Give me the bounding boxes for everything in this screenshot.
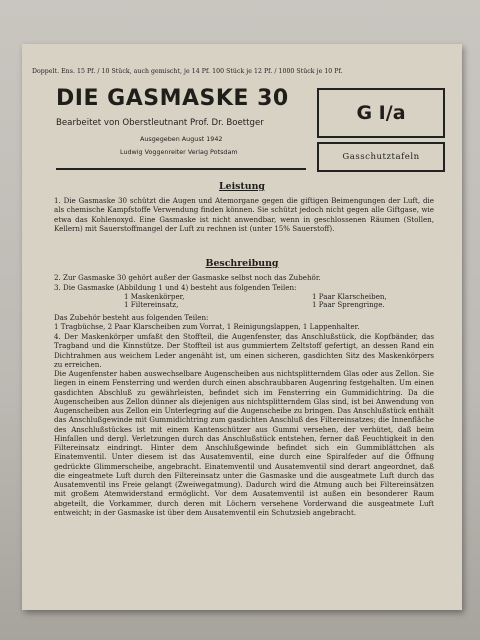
sheet-code: G I/a [356,102,406,124]
beschreibung-p3: 3. Die Gasmaske (Abbildung 1 und 4) besteht aus folgenden Teilen: [54,283,297,292]
list-item: 1 Paar Klarscheiben, [312,292,387,301]
zubehoer-heading: Das Zubehör besteht aus folgenden Teilen: [54,313,209,322]
header-divider [56,168,306,170]
issue-date: Ausgegeben August 1942 [140,135,223,143]
sheet-title: DIE GASMASKE 30 [56,86,289,111]
beschreibung-p5: Die Augenfenster haben auswechselbare Augenscheiben aus nichtsplitterndem Glas oder aus Zellon. Sie liegen in einem Fensterring und werden durch einen abschraubbaren Augenring festgehalten. Um einen gasdichten Abschluß zu gewährleisten, befindet sich im Fensterring ein Gummidichtring. Da die Augenscheiben aus Zellon dünner als diejenigen aus nichtsplitterndem Glas sind, ist bei Anwendung von Augenscheiben aus Zellon ein Unterlegring auf die Augenscheibe zu bringen. Das Anschlußstück enthält das Anschlußgewinde mit Gummidichtring zum gasdichten Anschluß des Filtereinsatzes; die Innenfläche des Anschlußstückes ist mit einem Kantenschützer aus Gummi versehen, der verhütet, daß beim Hinfallen und dergl. Verletzungen durch das Anschlußstück entstehen, ferner daß Feuchtigkeit in den Filtereinsatz eindringt. Hinter dem Anschlußgewinde befindet sich ein Gummiblättchen als Einatemventil. Unter diesem ist das Ausatemventil, eine durch eine Spiralfeder auf die Öffnung gedrückte Glimmerscheibe, angebracht. Einatemventil und Ausatemventil sind derart angeordnet, daß die eingeatmete Luft durch den Filtereinsatz unter die Gasmaske und die ausgeatmete Luft durch das Ausatemventil ins Freie gelangt (Zweiwegatmung). Dadurch wird die Atmung auch bei Filtereinsätzen mit großem Atemwiderstand ermöglicht. Vor dem Ausatemventil ist außen ein besonderer Raum abgeteilt, die Vorkammer, durch deren mit Löchern versehene Vorderwand die ausgeatmete Luft entweicht; in der Gasmaske ist über dem Ausatemventil ein Schutzsieb angebracht. [54,369,434,517]
price-line: Doppelt. Ens. 15 Pf. / 10 Stück, auch gemischt, je 14 Pf. 100 Stück je 12 Pf. / 1000 Stück je 10 Pf. [32,68,343,75]
beschreibung-p4: 4. Der Maskenkörper umfaßt den Stoffteil, die Augenfenster, das Anschlußstück, die Kopfbänder, das Tragband und die Kinnstütze. Der Stoffteil ist aus gummiertem Zeltstoff gefertigt, an dessen Rand ein Dichtrahmen aus weichem Leder angenäht ist, um einen sicheren, gasdichten Sitz des Maskenkörpers zu erreichen. [54,332,434,369]
section-heading-leistung: Leistung [219,181,265,192]
list-item: 1 Filtereinsatz, [124,300,179,310]
section-heading-beschreibung: Beschreibung [205,258,279,269]
parts-list [54,293,434,311]
beschreibung-p2: 2. Zur Gasmaske 30 gehört außer der Gasmaske selbst noch das Zubehör. [54,273,321,282]
series-name: Gasschutztafeln [342,152,420,162]
parts-list-right [312,293,387,310]
series-box [317,142,445,172]
gas-mask-information-sheet [22,44,462,610]
list-item: 1 Maskenkörper, [124,292,185,301]
list-item: 1 Paar Sprengringe. [312,300,385,310]
sheet-code-box [317,88,445,138]
author-line: Bearbeitet von Oberstleutnant Prof. Dr. Boettger [56,118,264,128]
parts-list-left [124,293,185,310]
zubehoer-list: 1 Tragbüchse, 2 Paar Klarscheiben zum Vorrat, 1 Reinigungslappen, 1 Lappenhalter. [54,322,360,331]
leistung-paragraph: 1. Die Gasmaske 30 schützt die Augen und Atemorgane gegen die giftigen Beimengungen der Luft, die als chemische Kampfstoffe Verwendung finden können. Sie schützt jedoch nicht gegen alle Giftgase, wie etwa das Kohlenoxyd. Eine Gasmaske ist nicht anwendbar, wenn in geschlossenen Räumen (Stollen, Kellern) mit Sauerstoffmangel der Luft zu rechnen ist (unter 15% Sauerstoff). [54,196,434,233]
publisher-line: Ludwig Voggenreiter Verlag Potsdam [120,148,238,156]
